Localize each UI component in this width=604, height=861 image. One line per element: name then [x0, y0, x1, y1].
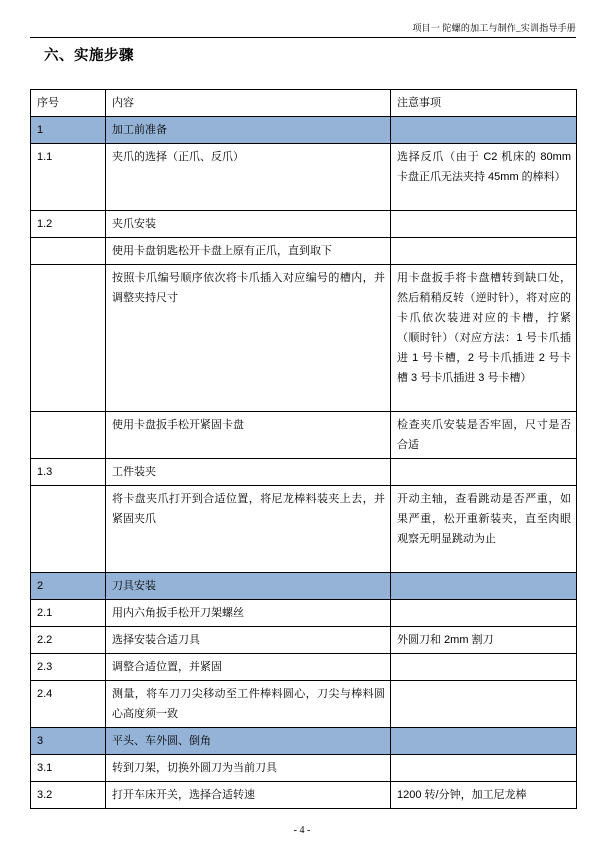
cell-note	[391, 755, 577, 782]
cell-body: 测量，将车刀刀尖移动至工件棒料圆心，刀尖与棒料圆心高度须一致	[106, 681, 391, 728]
running-header-text: 项目一 陀螺的加工与制作_实训指导手册	[412, 23, 576, 33]
cell-body: 按照卡爪编号顺序依次将卡爪插入对应编号的槽内，并调整夹持尺寸	[106, 265, 391, 412]
column-header-no: 序号	[31, 90, 106, 117]
cell-no: 2.3	[31, 654, 106, 681]
header-rule	[30, 37, 576, 38]
cell-body: 转到刀架，切换外圆刀为当前刀具	[106, 755, 391, 782]
cell-body: 夹爪的选择（正爪、反爪）	[106, 144, 391, 211]
steps-table-wrapper	[30, 89, 576, 809]
running-header	[30, 22, 576, 38]
table-row	[31, 654, 577, 681]
table-row	[31, 117, 577, 144]
steps-table-body	[31, 90, 577, 809]
column-header-body: 内容	[106, 90, 391, 117]
cell-body: 用内六角扳手松开刀架螺丝	[106, 600, 391, 627]
cell-no: 1.2	[31, 211, 106, 238]
page-number: - 4 -	[293, 825, 311, 836]
cell-no: 1.3	[31, 459, 106, 486]
table-row	[31, 755, 577, 782]
cell-note	[391, 238, 577, 265]
cell-body: 刀具安装	[106, 573, 391, 600]
table-row	[31, 681, 577, 728]
cell-note	[391, 728, 577, 755]
cell-body: 调整合适位置，并紧固	[106, 654, 391, 681]
table-row	[31, 600, 577, 627]
table-header-row	[31, 90, 577, 117]
table-row	[31, 412, 577, 459]
table-row	[31, 486, 577, 573]
table-row	[31, 265, 577, 412]
table-row	[31, 573, 577, 600]
table-row	[31, 144, 577, 211]
cell-body: 平头、车外圆、倒角	[106, 728, 391, 755]
cell-note	[391, 459, 577, 486]
table-row	[31, 238, 577, 265]
cell-note	[391, 681, 577, 728]
cell-body: 打开车床开关，选择合适转速	[106, 782, 391, 809]
cell-body: 工件装夹	[106, 459, 391, 486]
cell-body: 使用卡盘钥匙松开卡盘上原有正爪，直到取下	[106, 238, 391, 265]
cell-note: 选择反爪（由于 C2 机床的 80mm 卡盘正爪无法夹持 45mm 的棒料）	[391, 144, 577, 211]
cell-body: 加工前准备	[106, 117, 391, 144]
table-row	[31, 782, 577, 809]
table-row	[31, 627, 577, 654]
cell-no	[31, 486, 106, 573]
cell-note	[391, 573, 577, 600]
cell-no: 2.2	[31, 627, 106, 654]
table-row	[31, 459, 577, 486]
steps-table	[30, 89, 577, 809]
cell-body: 将卡盘夹爪打开到合适位置，将尼龙棒料装夹上去，并紧固夹爪	[106, 486, 391, 573]
cell-no: 3.2	[31, 782, 106, 809]
cell-no: 3.1	[31, 755, 106, 782]
cell-note	[391, 211, 577, 238]
cell-note: 检查夹爪安装是否牢固，尺寸是否合适	[391, 412, 577, 459]
cell-no: 2	[31, 573, 106, 600]
table-row	[31, 211, 577, 238]
cell-body: 选择安装合适刀具	[106, 627, 391, 654]
cell-no: 3	[31, 728, 106, 755]
cell-no: 2.1	[31, 600, 106, 627]
cell-note: 1200 转/分钟，加工尼龙棒	[391, 782, 577, 809]
cell-body: 使用卡盘扳手松开紧固卡盘	[106, 412, 391, 459]
cell-no	[31, 238, 106, 265]
table-row	[31, 728, 577, 755]
cell-no: 1	[31, 117, 106, 144]
cell-no	[31, 412, 106, 459]
page-title: 六、实施步骤	[44, 48, 134, 64]
cell-note: 外圆刀和 2mm 割刀	[391, 627, 577, 654]
cell-note	[391, 117, 577, 144]
cell-body: 夹爪安装	[106, 211, 391, 238]
cell-note	[391, 654, 577, 681]
cell-no: 2.4	[31, 681, 106, 728]
column-header-note: 注意事项	[391, 90, 577, 117]
cell-note: 用卡盘扳手将卡盘槽转到缺口处，然后稍稍反转（逆时针），将对应的卡爪依次装进对应的卡槽，拧紧（顺时针）（对应方法：1 号卡爪插进 1 号卡槽，2 号卡爪插进 2 号卡槽 3 号卡爪插进 3 号卡槽）	[391, 265, 577, 412]
cell-no	[31, 265, 106, 412]
cell-note: 开动主轴，查看跳动是否严重，如果严重，松开重新装夹，直至肉眼观察无明显跳动为止	[391, 486, 577, 573]
cell-note	[391, 600, 577, 627]
cell-no: 1.1	[31, 144, 106, 211]
